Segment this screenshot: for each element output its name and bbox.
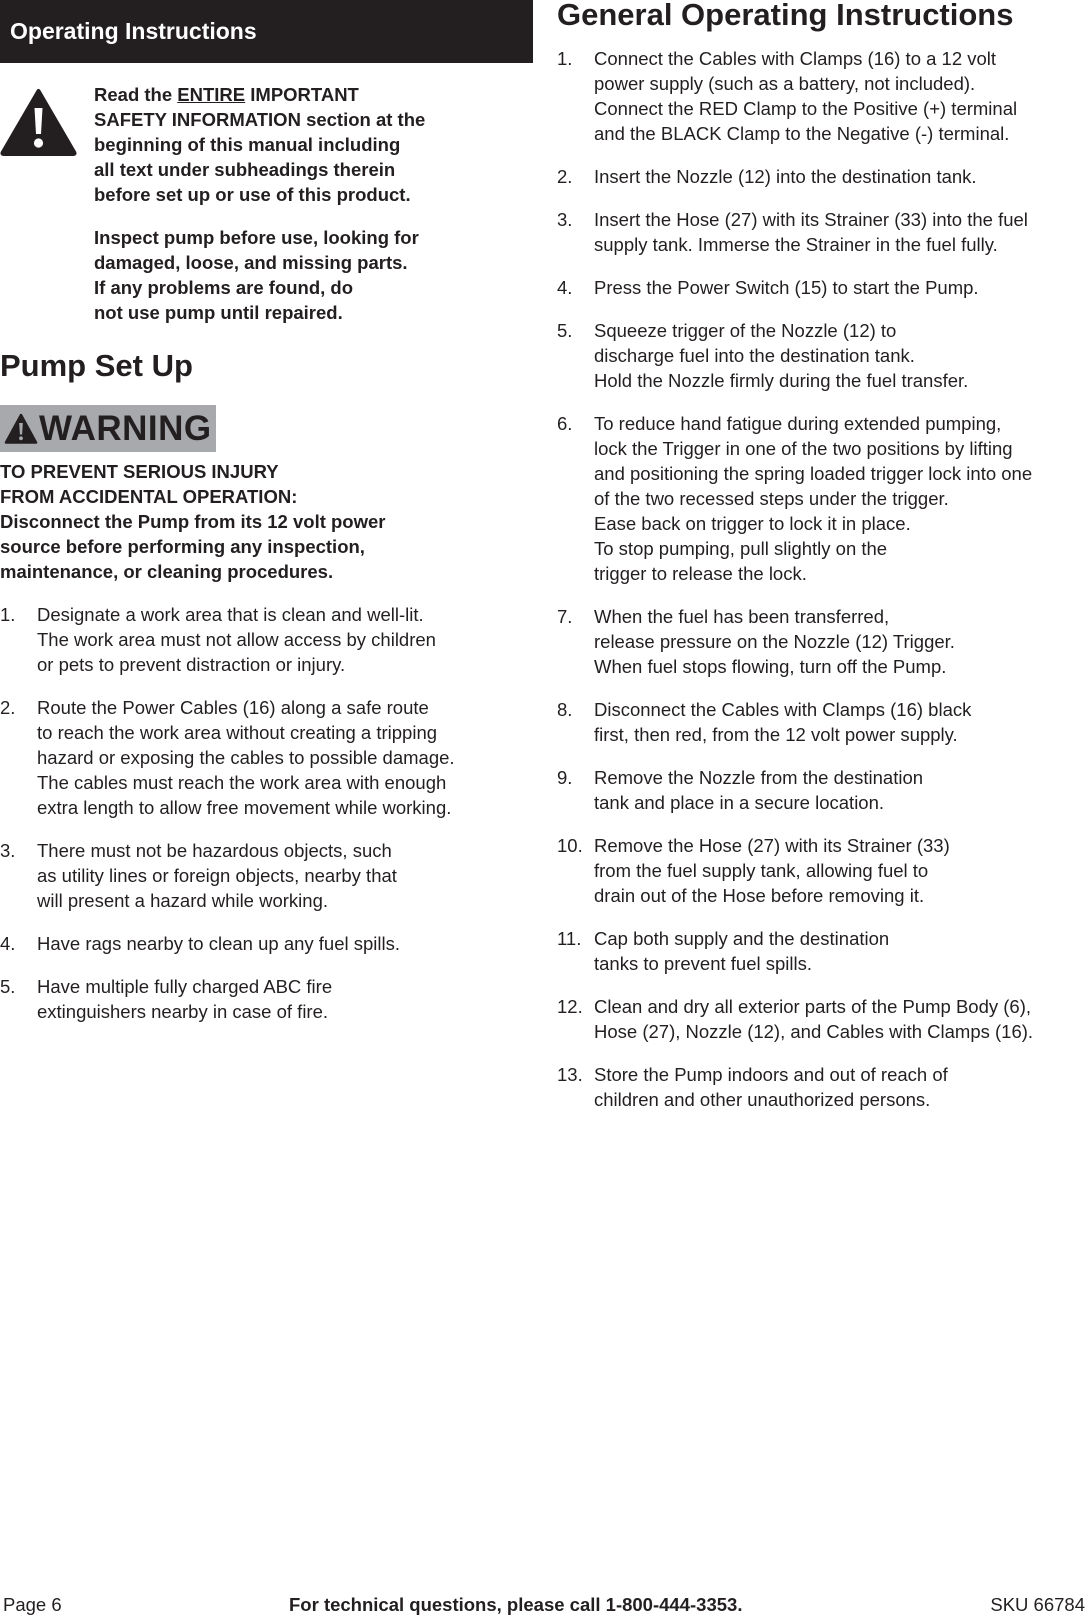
sku-number: SKU 66784	[990, 1594, 1085, 1615]
entire-underlined: ENTIRE	[177, 84, 246, 105]
technical-questions-phone: For technical questions, please call 1-800-444-3353.	[289, 1594, 743, 1615]
operating-step	[557, 833, 1088, 908]
operating-step	[557, 1062, 1088, 1112]
step-number: 4.	[0, 933, 16, 954]
step-number: 9.	[557, 767, 573, 788]
warning-label: WARNING	[39, 408, 212, 448]
step-number: 2.	[557, 166, 573, 187]
step-text: Press the Power Switch (15) to start the Pump.	[594, 277, 979, 298]
step-text: Disconnect the Cables with Clamps (16) black first, then red, from the 12 volt power supply.	[594, 699, 972, 745]
step-number: 10.	[557, 835, 583, 856]
left-column	[0, 0, 533, 1024]
step-number: 1.	[0, 604, 16, 625]
step-number: 2.	[0, 697, 16, 718]
warning-triangle-icon	[4, 413, 38, 445]
step-text: When the fuel has been transferred, release pressure on the Nozzle (12) Trigger. When fuel stops flowing, turn off the Pump.	[594, 606, 955, 677]
operating-step	[557, 411, 1088, 586]
page-number: Page 6	[3, 1594, 62, 1615]
setup-step	[0, 602, 533, 677]
step-number: 7.	[557, 606, 573, 627]
operating-step	[557, 46, 1088, 146]
operating-step	[557, 765, 1088, 815]
setup-steps-list	[0, 602, 533, 1024]
setup-step	[0, 695, 533, 820]
setup-step	[0, 838, 533, 913]
step-number: 1.	[557, 48, 573, 69]
inspect-pump-text: Inspect pump before use, looking for damaged, loose, and missing parts. If any problems are found, do not use pump until repaired.	[94, 227, 419, 323]
page-footer	[0, 1591, 1088, 1619]
warning-text: TO PREVENT SERIOUS INJURY FROM ACCIDENTAL OPERATION: Disconnect the Pump from its 12 volt power source before performing any inspection, maintenance, or cleaning procedures.	[0, 461, 386, 582]
operating-instructions-header: Operating Instructions	[0, 0, 533, 63]
operating-step	[557, 318, 1088, 393]
step-number: 3.	[0, 840, 16, 861]
step-number: 12.	[557, 996, 583, 1017]
step-number: 11.	[557, 928, 582, 949]
step-number: 8.	[557, 699, 573, 720]
step-text: Connect the Cables with Clamps (16) to a 12 volt power supply (such as a battery, not included). Connect the RED Clamp to the Positive (+) terminal and the BLACK Clamp to the Negative (-) terminal.	[594, 48, 1018, 144]
pump-set-up-heading: Pump Set Up	[0, 348, 193, 383]
setup-step	[0, 931, 533, 956]
operating-step	[557, 275, 1088, 300]
general-operating-instructions-heading: General Operating Instructions	[557, 0, 1014, 32]
step-text: Have multiple fully charged ABC fire extinguishers nearby in case of fire.	[37, 976, 333, 1022]
operating-step	[557, 926, 1088, 976]
operating-steps-list	[557, 46, 1088, 1112]
safety-notice	[0, 82, 533, 325]
step-text: Insert the Nozzle (12) into the destination tank.	[594, 166, 977, 187]
operating-step	[557, 164, 1088, 189]
step-text: Remove the Hose (27) with its Strainer (33) from the fuel supply tank, allowing fuel to drain out of the Hose before removing it.	[594, 835, 950, 906]
step-text: Store the Pump indoors and out of reach of children and other unauthorized persons.	[594, 1064, 948, 1110]
operating-step	[557, 994, 1088, 1044]
setup-step	[0, 974, 533, 1024]
step-text: Insert the Hose (27) with its Strainer (33) into the fuel supply tank. Immerse the Strainer in the fuel fully.	[594, 209, 1028, 255]
read-prefix: Read the	[94, 84, 178, 105]
step-text: Remove the Nozzle from the destination tank and place in a secure location.	[594, 767, 924, 813]
step-text: Squeeze trigger of the Nozzle (12) to discharge fuel into the destination tank. Hold the Nozzle firmly during the fuel transfer.	[594, 320, 969, 391]
step-number: 4.	[557, 277, 573, 298]
step-number: 13.	[557, 1064, 583, 1085]
read-rest: IMPORTANT SAFETY INFORMATION section at the beginning of this manual including all text under subheadings therein before set up or use of this product.	[94, 84, 426, 205]
operating-step	[557, 207, 1088, 257]
operating-step	[557, 697, 1088, 747]
step-text: Route the Power Cables (16) along a safe route to reach the work area without creating a tripping hazard or exposing the cables to possible damage. The cables must reach the work area with enough extra length to allow free movement while working.	[37, 697, 455, 818]
step-text: Have rags nearby to clean up any fuel spills.	[37, 933, 401, 954]
step-text: There must not be hazardous objects, such as utility lines or foreign objects, nearby that will present a hazard while working.	[37, 840, 397, 911]
right-column	[557, 0, 1088, 1112]
step-text: Designate a work area that is clean and well-lit. The work area must not allow access by children or pets to prevent distraction or injury.	[37, 604, 436, 675]
step-text: Cap both supply and the destination tanks to prevent fuel spills.	[594, 928, 890, 974]
warning-badge	[0, 405, 216, 452]
exclamation-triangle-icon	[0, 88, 77, 156]
step-number: 3.	[557, 209, 573, 230]
read-entire-safety-text	[94, 82, 533, 207]
operating-step	[557, 604, 1088, 679]
step-number: 5.	[0, 976, 16, 997]
step-text: To reduce hand fatigue during extended pumping, lock the Trigger in one of the two positions by lifting and positioning the spring loaded trigger lock into one of the two recessed steps under the trigger. Ease back on trigger to lock it in place. To stop pumping, pull slightly on the trigger to release the lock.	[594, 413, 1033, 584]
step-text: Clean and dry all exterior parts of the Pump Body (6), Hose (27), Nozzle (12), and Cables with Clamps (16).	[594, 996, 1034, 1042]
step-number: 5.	[557, 320, 573, 341]
step-number: 6.	[557, 413, 573, 434]
